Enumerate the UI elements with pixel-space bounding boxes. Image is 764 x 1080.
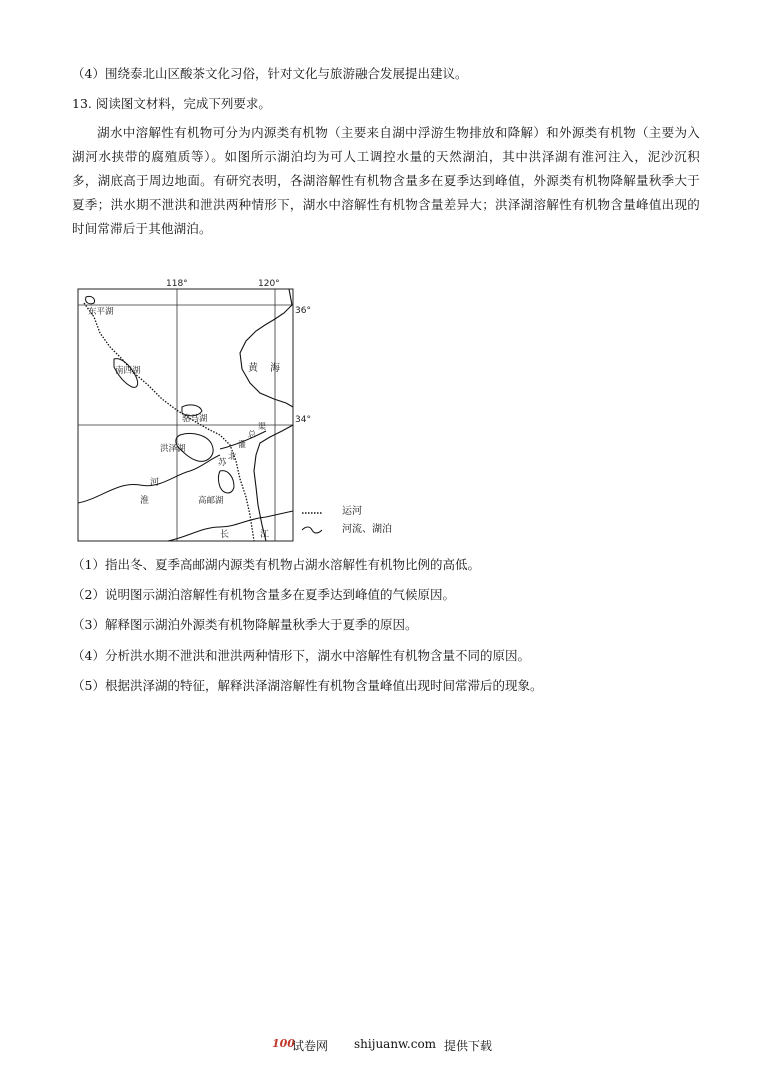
question-4-prev: （4）围绕泰北山区酸茶文化习俗，针对文化与旅游融合发展提出建议。 (72, 66, 468, 81)
map-figure (70, 275, 330, 543)
question-1: （1）指出冬、夏季高邮湖内源类有机物占湖水溶解性有机物比例的高低。 (72, 557, 480, 572)
label-jiang: 江 (260, 530, 270, 540)
footer-brand: 试卷网 (292, 1039, 329, 1053)
label-qu: 渠 (258, 422, 266, 431)
label-bei: 北 (228, 452, 237, 462)
question-3: （3）解释图示湖泊外源类有机物降解量秋季大于夏季的原因。 (72, 617, 418, 632)
question-13-title: 13. 阅读图文材料，完成下列要求。 (72, 96, 271, 111)
footer-site: shijuanw.com (354, 1037, 437, 1051)
label-nansi: 南四湖 (115, 366, 141, 376)
label-huai: 淮 (140, 496, 150, 506)
footer-download: 提供下载 (444, 1039, 493, 1053)
legend-canal-label: 运河 (342, 506, 362, 517)
question-5: （5）根据洪泽湖的特征，解释洪泽湖溶解性有机物含量峰值出现时间常滞后的现象。 (72, 678, 543, 693)
lake-dongping (86, 296, 95, 303)
label-guan: 灌 (238, 440, 246, 449)
label-gaoyou: 高邮湖 (198, 496, 224, 506)
label-su: 苏 (218, 458, 227, 468)
label-hai: 海 (270, 363, 280, 374)
grand-canal (84, 303, 254, 541)
material-paragraph (72, 121, 700, 241)
legend-river-lake-label: 河流、湖泊 (342, 524, 392, 535)
lon-label-120: 120° (258, 279, 280, 289)
lat-label-36: 36° (295, 306, 311, 316)
lat-label-34: 34° (295, 415, 311, 425)
coastline (240, 289, 293, 541)
label-luoma: 骆马湖 (182, 414, 208, 424)
label-chang: 长 (220, 530, 230, 540)
legend-river-symbol (302, 527, 322, 533)
question-2: （2）说明图示湖泊溶解性有机物含量多在夏季达到峰值的气候原因。 (72, 587, 455, 602)
label-zong: 总 (248, 430, 256, 439)
label-he: 河 (150, 478, 160, 488)
question-4: （4）分析洪水期不泄洪和泄洪两种情形下，湖水中溶解性有机物含量不同的原因。 (72, 648, 530, 663)
footer-logo: 100 (272, 1037, 295, 1050)
label-huang: 黄 (248, 363, 258, 374)
material-text: 湖水中溶解性有机物可分为内源类有机物（主要来自湖中浮游生物排放和降解）和外源类有机物（主要为入湖河水挟带的腐殖质等）。如图所示湖泊均为可人工调控水量的天然湖泊，其中洪泽湖有淮河注入，泥沙沉积多，湖底高于周边地面。有研究表明，各湖溶解性有机物含量多在夏季达到峰值，外源类有机物降解量秋季大于夏季；洪水期不泄洪和泄洪两种情形下，湖水中溶解性有机物含量差异大；洪泽湖溶解性有机物含量峰值出现的时间常滞后于其他湖泊。 (72, 125, 700, 236)
label-hongze: 洪泽湖 (160, 444, 186, 454)
lake-gaoyou (219, 471, 235, 493)
yangtze-river (168, 511, 293, 541)
lon-label-118: 118° (166, 279, 188, 289)
label-dongping: 东平湖 (88, 307, 114, 317)
